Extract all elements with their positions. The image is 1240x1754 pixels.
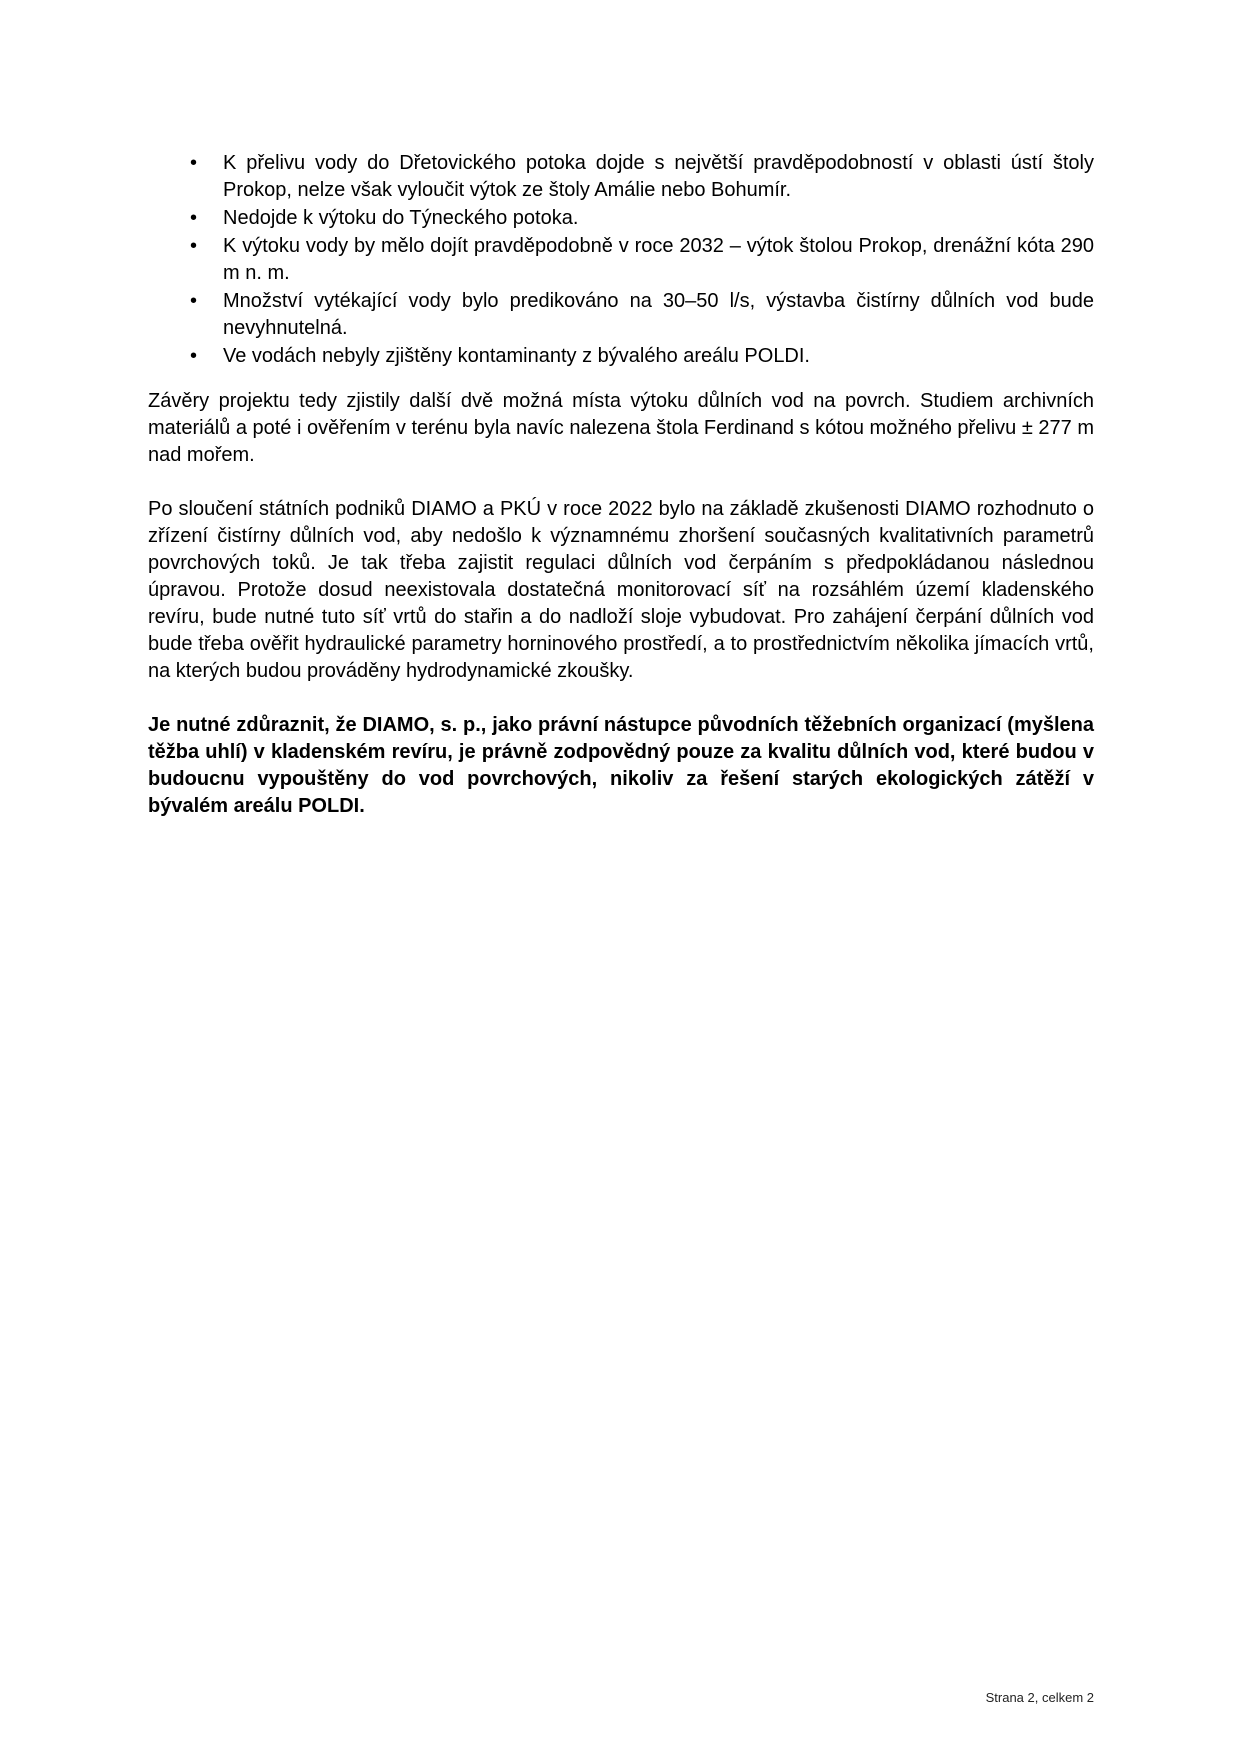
paragraph-merger-treatment-plant: Po sloučení státních podniků DIAMO a PKÚ v roce 2022 bylo na základě zkušenosti DIAMO rozhodnuto o zřízení čistírny důlních vod, aby nedošlo k významnému zhoršení současných kvalitativních parametrů povrchových toků. Je tak třeba zajistit regulaci důlních vod čerpáním s předpokládanou následnou úpravou. Protože dosud neexistovala dostatečná monitorovací síť na rozsáhlém území kladenského revíru, bude nutné tuto síť vrtů do stařin a do nadloží sloje vybudovat. Pro zahájení čerpání důlních vod bude třeba ověřit hydraulické parametry horninového prostředí, a to prostřednictvím několika jímacích vrtů, na kterých budou prováděny hydrodynamické zkoušky. [148,498,1094,682]
bullet-icon: • [190,345,198,367]
list-item [148,343,1094,370]
conclusions-list [148,150,1094,370]
list-item-text: K přelivu vody do Dřetovického potoka dojde s největší pravděpodobností v oblasti ústí štoly Prokop, nelze však vyloučit výtok ze štoly Amálie nebo Bohumír. [223,152,1094,201]
list-item [148,205,1094,232]
bullet-icon: • [190,290,198,312]
list-item-text: Množství vytékající vody bylo predikováno na 30–50 l/s, výstavba čistírny důlních vod bude nevyhnutelná. [223,290,1094,339]
page-content [148,150,1094,820]
paragraph-responsibility-note: Je nutné zdůraznit, že DIAMO, s. p., jako právní nástupce původních těžebních organizací (myšlena těžba uhlí) v kladenském revíru, je právně zodpovědný pouze za kvalitu důlních vod, které budou v budoucnu vypouštěny do vod povrchových, nikoliv za řešení starých ekologických zátěží v bývalém areálu POLDI. [148,714,1094,817]
page-number-footer: Strana 2, celkem 2 [985,1690,1094,1705]
list-item-text: Nedojde k výtoku do Týneckého potoka. [223,207,579,229]
list-item-text: Ve vodách nebyly zjištěny kontaminanty z bývalého areálu POLDI. [223,345,810,367]
list-item [148,288,1094,342]
bullet-icon: • [190,207,198,229]
bullet-icon: • [190,235,198,257]
list-item-text: K výtoku vody by mělo dojít pravděpodobně v roce 2032 – výtok štolou Prokop, drenážní kóta 290 m n. m. [223,235,1094,284]
list-item [148,150,1094,204]
bullet-icon: • [190,152,198,174]
paragraph-project-conclusions: Závěry projektu tedy zjistily další dvě možná místa výtoku důlních vod na povrch. Studiem archivních materiálů a poté i ověřením v terénu byla navíc nalezena štola Ferdinand s kótou možného přelivu ± 277 m nad mořem. [148,390,1094,466]
list-item [148,233,1094,287]
